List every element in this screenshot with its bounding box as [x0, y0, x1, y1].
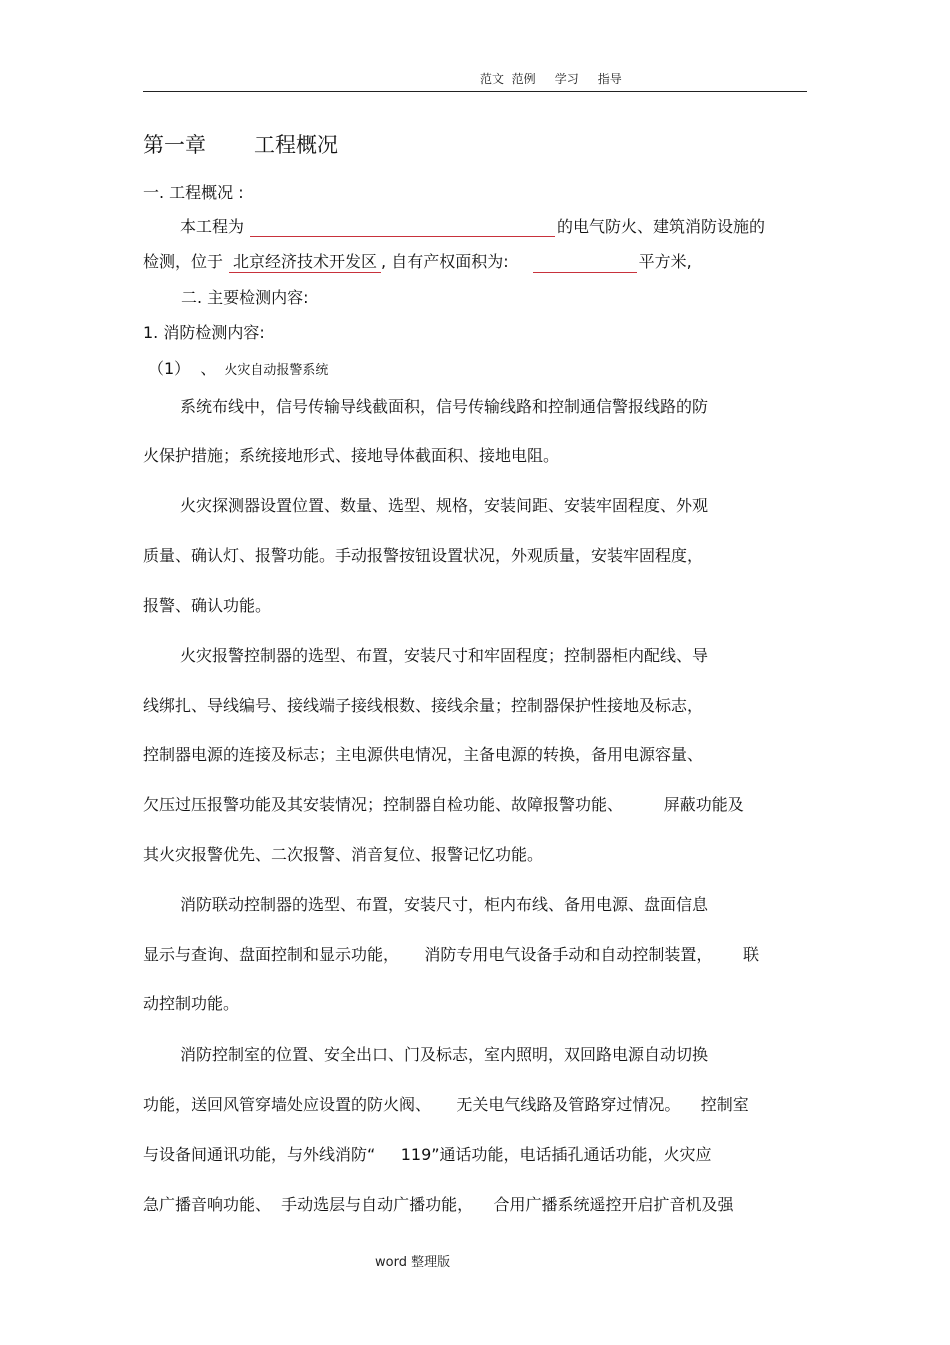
body-line-8: 控制器电源的连接及标志；主电源供电情况，主备电源的转换，备用电源容量、	[143, 745, 704, 764]
body-line-3: 火灾探测器设置位置、数量、选型、规格，安装间距、安装牢固程度、外观	[180, 496, 709, 515]
body-line-11: 消防联动控制器的选型、布置，安装尺寸，柜内布线、备用电源、盘面信息	[180, 895, 709, 914]
intro-text-a: 本工程为	[180, 217, 245, 236]
section-1-heading: 一. 工程概况 :	[143, 183, 244, 202]
intro-text-d: , 自有产权面积为:	[381, 252, 509, 271]
body-line-2: 火保护措施；系统接地形式、接地导体截面积、接地电阻。	[143, 446, 560, 465]
subsection-1-heading: 1. 消防检测内容:	[143, 323, 265, 342]
header-rule	[143, 91, 807, 92]
page-header: 范文 范例 学习 指导	[480, 72, 622, 86]
body-line-15: 功能，送回风管穿墙处应设置的防火阀、 无关电气线路及管路穿过情况。 控制室	[143, 1095, 749, 1114]
intro-line-1	[180, 214, 765, 237]
item-1-number: （1） 、	[148, 359, 217, 378]
body-line-17: 急广播音响功能、 手动选层与自动广播功能， 合用广播系统遥控开启扩音机及强	[143, 1195, 734, 1214]
body-line-14: 消防控制室的位置、安全出口、门及标志，室内照明，双回路电源自动切换	[180, 1045, 709, 1064]
location-value: 北京经济技术开发区	[229, 249, 381, 273]
body-line-7: 线绑扎、导线编号、接线端子接线根数、接线余量；控制器保护性接地及标志，	[143, 696, 704, 715]
intro-text-c: 检测，位于	[143, 252, 224, 271]
page-footer: word 整理版	[375, 1255, 451, 1270]
chapter-name: 工程概况	[254, 133, 338, 157]
body-line-1: 系统布线中，信号传输导线截面积，信号传输线路和控制通信警报线路的防	[180, 397, 709, 416]
area-blank	[533, 252, 637, 273]
section-2-heading: 二. 主要检测内容:	[181, 288, 309, 307]
body-line-5: 报警、确认功能。	[143, 596, 272, 615]
intro-text-b: 的电气防火、建筑消防设施的	[557, 217, 766, 236]
body-line-12: 显示与查询、盘面控制和显示功能， 消防专用电气设备手动和自动控制装置， 联	[143, 945, 759, 964]
body-line-9: 欠压过压报警功能及其安装情况；控制器自检功能、故障报警功能、 屏蔽功能及	[143, 795, 744, 814]
chapter-number: 第一章	[143, 133, 206, 157]
project-name-blank	[250, 216, 555, 237]
chapter-title	[143, 129, 338, 159]
body-line-10: 其火灾报警优先、二次报警、消音复位、报警记忆功能。	[143, 845, 544, 864]
body-line-6: 火灾报警控制器的选型、布置，安装尺寸和牢固程度；控制器柜内配线、导	[180, 646, 709, 665]
body-line-4: 质量、确认灯、报警功能。手动报警按钮设置状况，外观质量，安装牢固程度，	[143, 546, 704, 565]
intro-line-2	[143, 249, 692, 273]
item-1-heading	[148, 356, 328, 379]
item-1-title: 火灾自动报警系统	[224, 363, 329, 378]
body-line-16: 与设备间通讯功能，与外线消防“ 119”通话功能，电话插孔通话功能，火灾应	[143, 1145, 712, 1164]
body-line-13: 动控制功能。	[143, 994, 240, 1013]
intro-text-e: 平方米,	[638, 252, 692, 271]
